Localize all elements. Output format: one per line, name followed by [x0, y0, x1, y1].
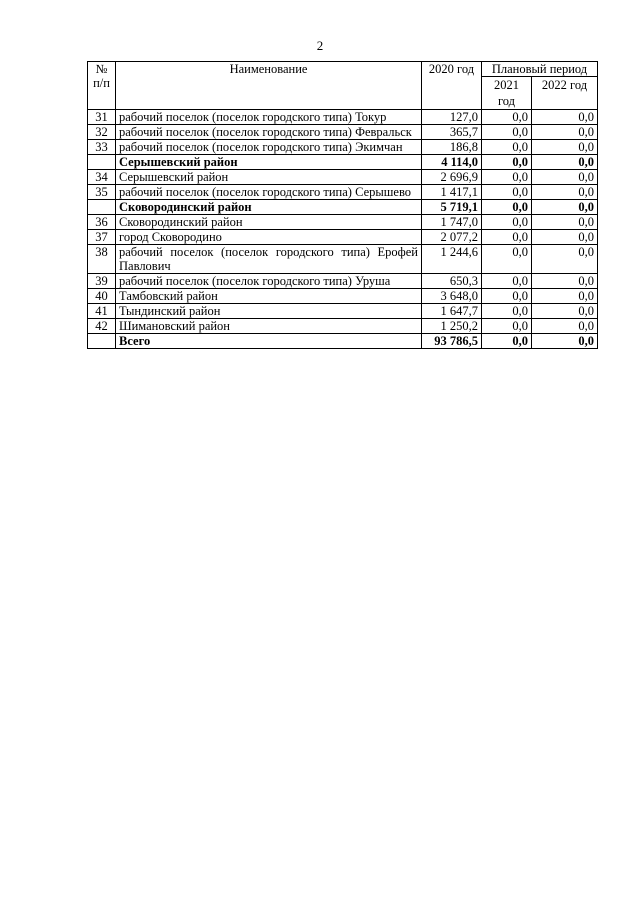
- row-value-2020: 5 719,1: [422, 200, 482, 215]
- row-value-2021: 0,0: [482, 110, 532, 125]
- row-value-2021: 0,0: [482, 200, 532, 215]
- row-value-2021: 0,0: [482, 140, 532, 155]
- table-row: [88, 230, 598, 245]
- row-value-2020: 93 786,5: [422, 334, 482, 349]
- row-name: рабочий поселок (поселок городского типа) Февральск: [116, 125, 422, 140]
- table-row: [88, 245, 598, 274]
- row-name: рабочий поселок (поселок городского типа) Серышево: [116, 185, 422, 200]
- row-number: [88, 200, 116, 215]
- row-name: город Сковородино: [116, 230, 422, 245]
- row-number: 34: [88, 170, 116, 185]
- header-num: № п/п: [88, 62, 116, 110]
- row-value-2021: 0,0: [482, 334, 532, 349]
- table-row: [88, 140, 598, 155]
- row-name: Сковородинский район: [116, 200, 422, 215]
- row-value-2021: 0,0: [482, 230, 532, 245]
- row-value-2020: 650,3: [422, 274, 482, 289]
- row-name: Сковородинский район: [116, 215, 422, 230]
- row-value-2021: 0,0: [482, 245, 532, 274]
- row-value-2022: 0,0: [532, 230, 598, 245]
- row-value-2021: 0,0: [482, 319, 532, 334]
- row-value-2020: 1 417,1: [422, 185, 482, 200]
- row-value-2021: 0,0: [482, 274, 532, 289]
- table-row: [88, 200, 598, 215]
- table-row: [88, 110, 598, 125]
- row-number: 35: [88, 185, 116, 200]
- row-value-2022: 0,0: [532, 110, 598, 125]
- row-name: рабочий поселок (поселок городского типа) Уруша: [116, 274, 422, 289]
- table-row: [88, 185, 598, 200]
- row-value-2020: 3 648,0: [422, 289, 482, 304]
- row-value-2022: 0,0: [532, 155, 598, 170]
- table-row: [88, 334, 598, 349]
- table-row: [88, 125, 598, 140]
- row-value-2022: 0,0: [532, 200, 598, 215]
- row-value-2022: 0,0: [532, 334, 598, 349]
- row-value-2021: 0,0: [482, 155, 532, 170]
- table-header: [88, 62, 598, 110]
- row-value-2020: 2 077,2: [422, 230, 482, 245]
- table-row: [88, 274, 598, 289]
- row-value-2022: 0,0: [532, 319, 598, 334]
- row-value-2021: 0,0: [482, 125, 532, 140]
- row-value-2020: 2 696,9: [422, 170, 482, 185]
- row-value-2020: 186,8: [422, 140, 482, 155]
- row-name: Серышевский район: [116, 170, 422, 185]
- row-number: 39: [88, 274, 116, 289]
- row-value-2020: 1 244,6: [422, 245, 482, 274]
- page-number: 2: [316, 38, 324, 53]
- row-number: 33: [88, 140, 116, 155]
- row-value-2022: 0,0: [532, 170, 598, 185]
- header-plan-period: Плановый период: [482, 62, 598, 77]
- table-body: [88, 110, 598, 349]
- row-number: 37: [88, 230, 116, 245]
- row-name: рабочий поселок (поселок городского типа) Ерофей Павлович: [116, 245, 422, 274]
- table-row: [88, 215, 598, 230]
- row-value-2020: 4 114,0: [422, 155, 482, 170]
- header-name: Наименование: [116, 62, 422, 110]
- row-number: [88, 155, 116, 170]
- header-2022: 2022 год: [532, 77, 598, 110]
- row-number: 31: [88, 110, 116, 125]
- row-value-2020: 1 250,2: [422, 319, 482, 334]
- row-value-2020: 127,0: [422, 110, 482, 125]
- row-value-2021: 0,0: [482, 289, 532, 304]
- header-2021: 2021 год: [482, 77, 532, 110]
- row-name: рабочий поселок (поселок городского типа) Токур: [116, 110, 422, 125]
- row-value-2022: 0,0: [532, 185, 598, 200]
- table-row: [88, 289, 598, 304]
- row-value-2021: 0,0: [482, 170, 532, 185]
- row-value-2022: 0,0: [532, 140, 598, 155]
- row-value-2021: 0,0: [482, 304, 532, 319]
- table-row: [88, 170, 598, 185]
- row-number: 40: [88, 289, 116, 304]
- table-row: [88, 319, 598, 334]
- row-value-2020: 1 647,7: [422, 304, 482, 319]
- budget-table: [87, 61, 598, 349]
- row-name: рабочий поселок (поселок городского типа) Экимчан: [116, 140, 422, 155]
- row-value-2020: 1 747,0: [422, 215, 482, 230]
- row-number: 36: [88, 215, 116, 230]
- row-value-2022: 0,0: [532, 304, 598, 319]
- row-value-2021: 0,0: [482, 215, 532, 230]
- row-value-2022: 0,0: [532, 274, 598, 289]
- row-number: [88, 334, 116, 349]
- header-2020: 2020 год: [422, 62, 482, 110]
- table-row: [88, 304, 598, 319]
- row-number: 38: [88, 245, 116, 274]
- row-value-2022: 0,0: [532, 125, 598, 140]
- row-value-2021: 0,0: [482, 185, 532, 200]
- row-name: Тындинский район: [116, 304, 422, 319]
- row-number: 41: [88, 304, 116, 319]
- row-value-2020: 365,7: [422, 125, 482, 140]
- row-value-2022: 0,0: [532, 215, 598, 230]
- row-name: Серышевский район: [116, 155, 422, 170]
- table-row: [88, 155, 598, 170]
- row-value-2022: 0,0: [532, 289, 598, 304]
- row-number: 32: [88, 125, 116, 140]
- row-name: Тамбовский район: [116, 289, 422, 304]
- row-value-2022: 0,0: [532, 245, 598, 274]
- row-name: Шимановский район: [116, 319, 422, 334]
- row-name: Всего: [116, 334, 422, 349]
- row-number: 42: [88, 319, 116, 334]
